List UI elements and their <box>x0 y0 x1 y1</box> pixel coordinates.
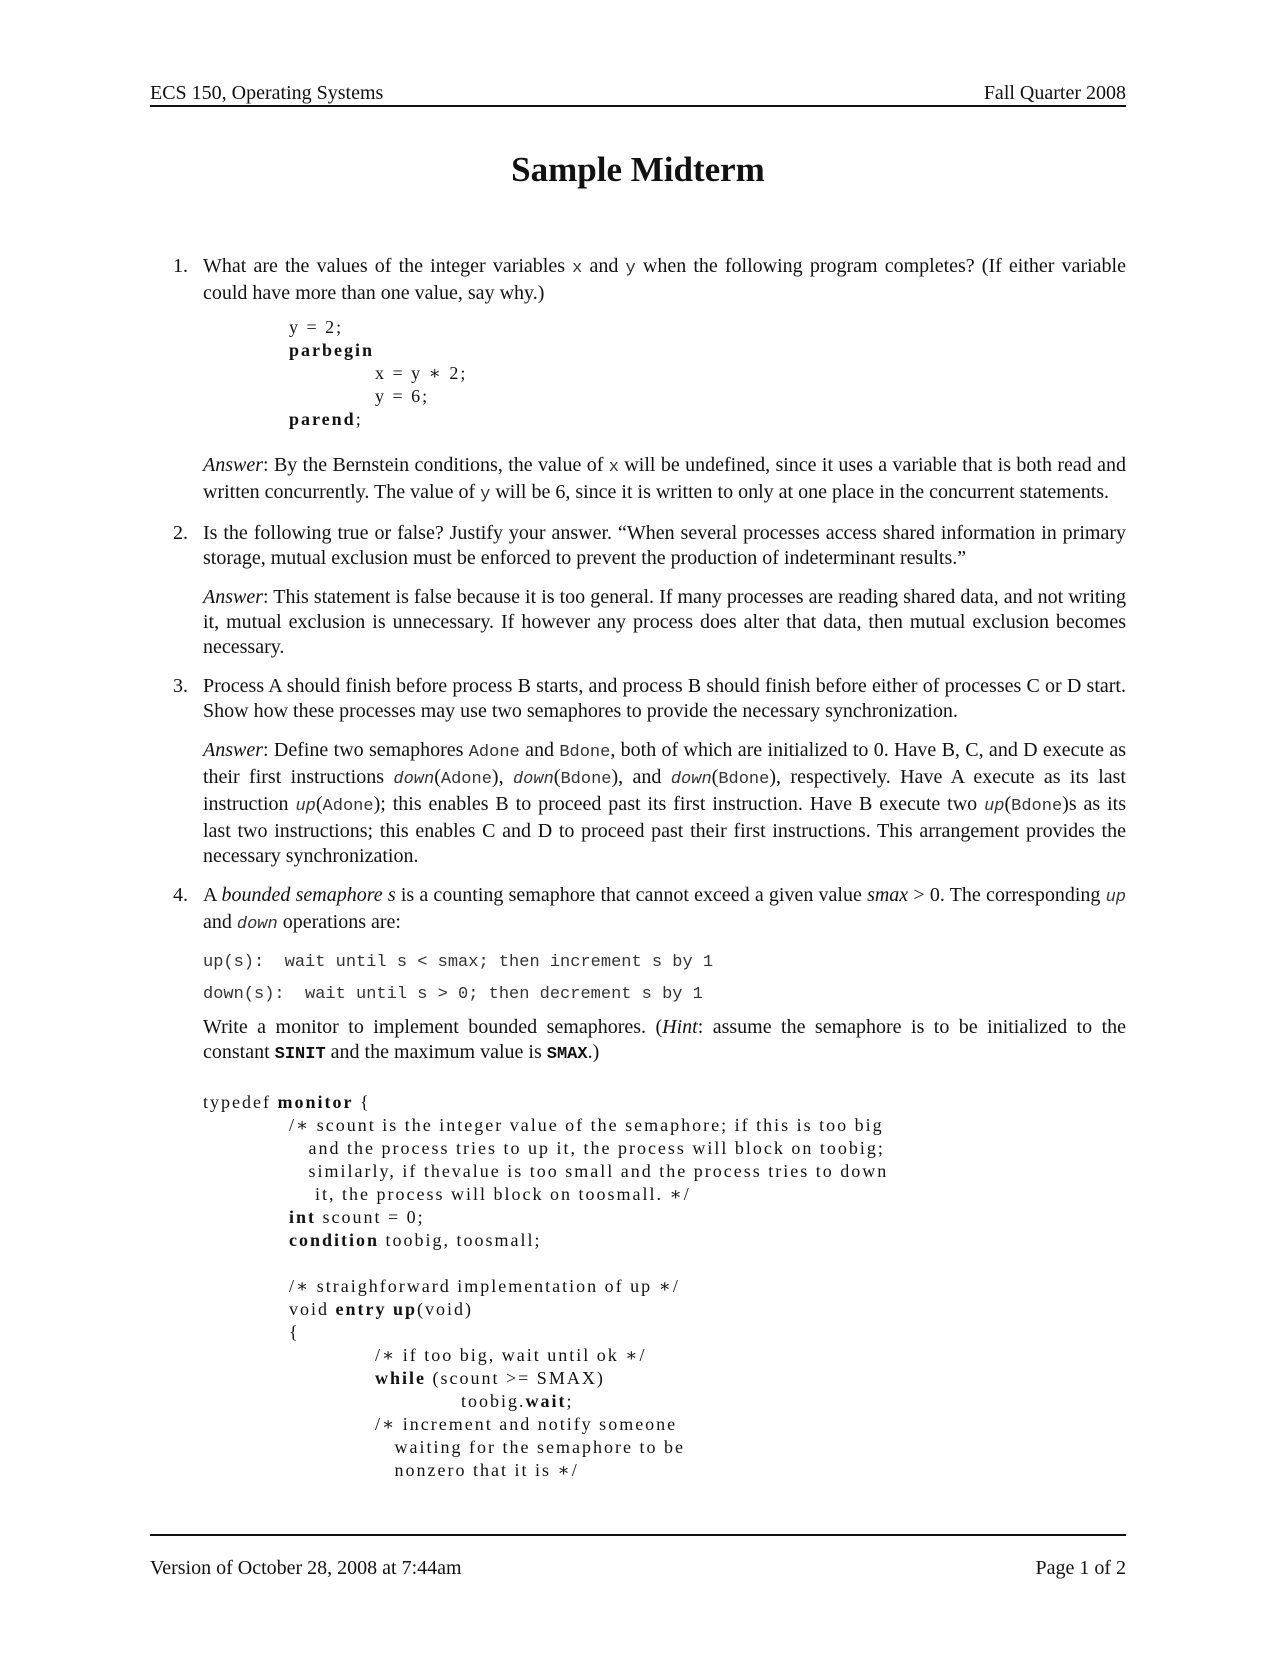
answer-3: Answer: Define two semaphores Adone and Bdone, both of which are initialized to 0. Have B, C, and D execute as their first instructions down(Adone), down(Bdone), and down(Bdone), respectively. Have A execute as its last instruction up(Adone); this enables B to proceed past its first instruction. Have B execute two up(Bdone)s as its last two instructions; this enables C and D to proceed past their first instructions. This arrangement provides the necessary synchronization. <box>203 739 1127 867</box>
question-number: 3. <box>173 675 188 697</box>
question-number: 1. <box>173 255 188 277</box>
question-3 <box>150 674 1126 869</box>
question-number: 2. <box>173 522 188 544</box>
page-title: Sample Midterm <box>511 150 765 189</box>
version-date: Version of October 28, 2008 at 7:44am <box>150 1557 462 1579</box>
monitor-task: Write a monitor to implement bounded semaphores. (Hint: assume the semaphore is to be initialized to the constant SINIT and the maximum value is SMAX.) <box>203 1016 1126 1064</box>
question-1 <box>150 254 1126 507</box>
header-rule <box>150 105 1126 107</box>
down-operation: down(s): wait until s > 0; then decrement s by 1 <box>203 985 703 1004</box>
term: Fall Quarter 2008 <box>983 82 1126 104</box>
page <box>150 0 1126 1656</box>
page-number: Page 1 of 2 <box>1035 1557 1126 1579</box>
footer-rule <box>150 1534 1126 1536</box>
question-number: 4. <box>173 884 188 906</box>
monitor-code: typedef monitor { /∗ scount is the integer value of the semaphore; if this is too big and the process tries to up it, the process will block on toobig; similarly, if thevalue is too small and the process tries to down it, the process will block on toosmall. ∗/ int scount = 0; condition toobig, toosmall; /∗ straighforward implementation of up ∗/ void entry up(void) { /∗ if too big, wait until ok ∗/ while (scount >= SMAX) toobig.wait; /∗ increment and notify someone waiting for the semaphore to be nonzero that it is ∗/ <box>203 1092 889 1480</box>
program-code: y = 2; parbegin x = y ∗ 2; y = 6; parend; <box>289 317 468 429</box>
question-text: A bounded semaphore s is a counting semaphore that cannot exceed a given value smax > 0. The corresponding up and down operations are: <box>203 884 1126 934</box>
answer-1: Answer: By the Bernstein conditions, the value of x will be undefined, since it uses a variable that is both read and written concurrently. The value of y will be 6, since it is written to only at one place in the concurrent statements. <box>203 454 1126 504</box>
question-text: What are the values of the integer variables x and y when the following program completes? (If either variable could have more than one value, say why.) <box>203 255 1126 304</box>
content <box>150 254 1126 1482</box>
course-name: ECS 150, Operating Systems <box>150 82 384 104</box>
question-2 <box>150 521 1126 660</box>
question-text: Process A should finish before process B starts, and process B should finish before either of processes C or D start. Show how these processes may use two semaphores to provide the necessary synchronization. <box>203 675 1126 722</box>
up-operation: up(s): wait until s < smax; then increment s by 1 <box>203 953 714 972</box>
question-text: Is the following true or false? Justify your answer. “When several processes access shared information in primary storage, mutual exclusion must be enforced to prevent the production of indeterminant results.” <box>203 522 1126 569</box>
answer-2: Answer: This statement is false because it is too general. If many processes are reading shared data, and not writing it, mutual exclusion is unnecessary. If however any process does alter that data, then mutual exclusion becomes necessary. <box>203 586 1126 658</box>
question-4 <box>150 883 1126 1482</box>
